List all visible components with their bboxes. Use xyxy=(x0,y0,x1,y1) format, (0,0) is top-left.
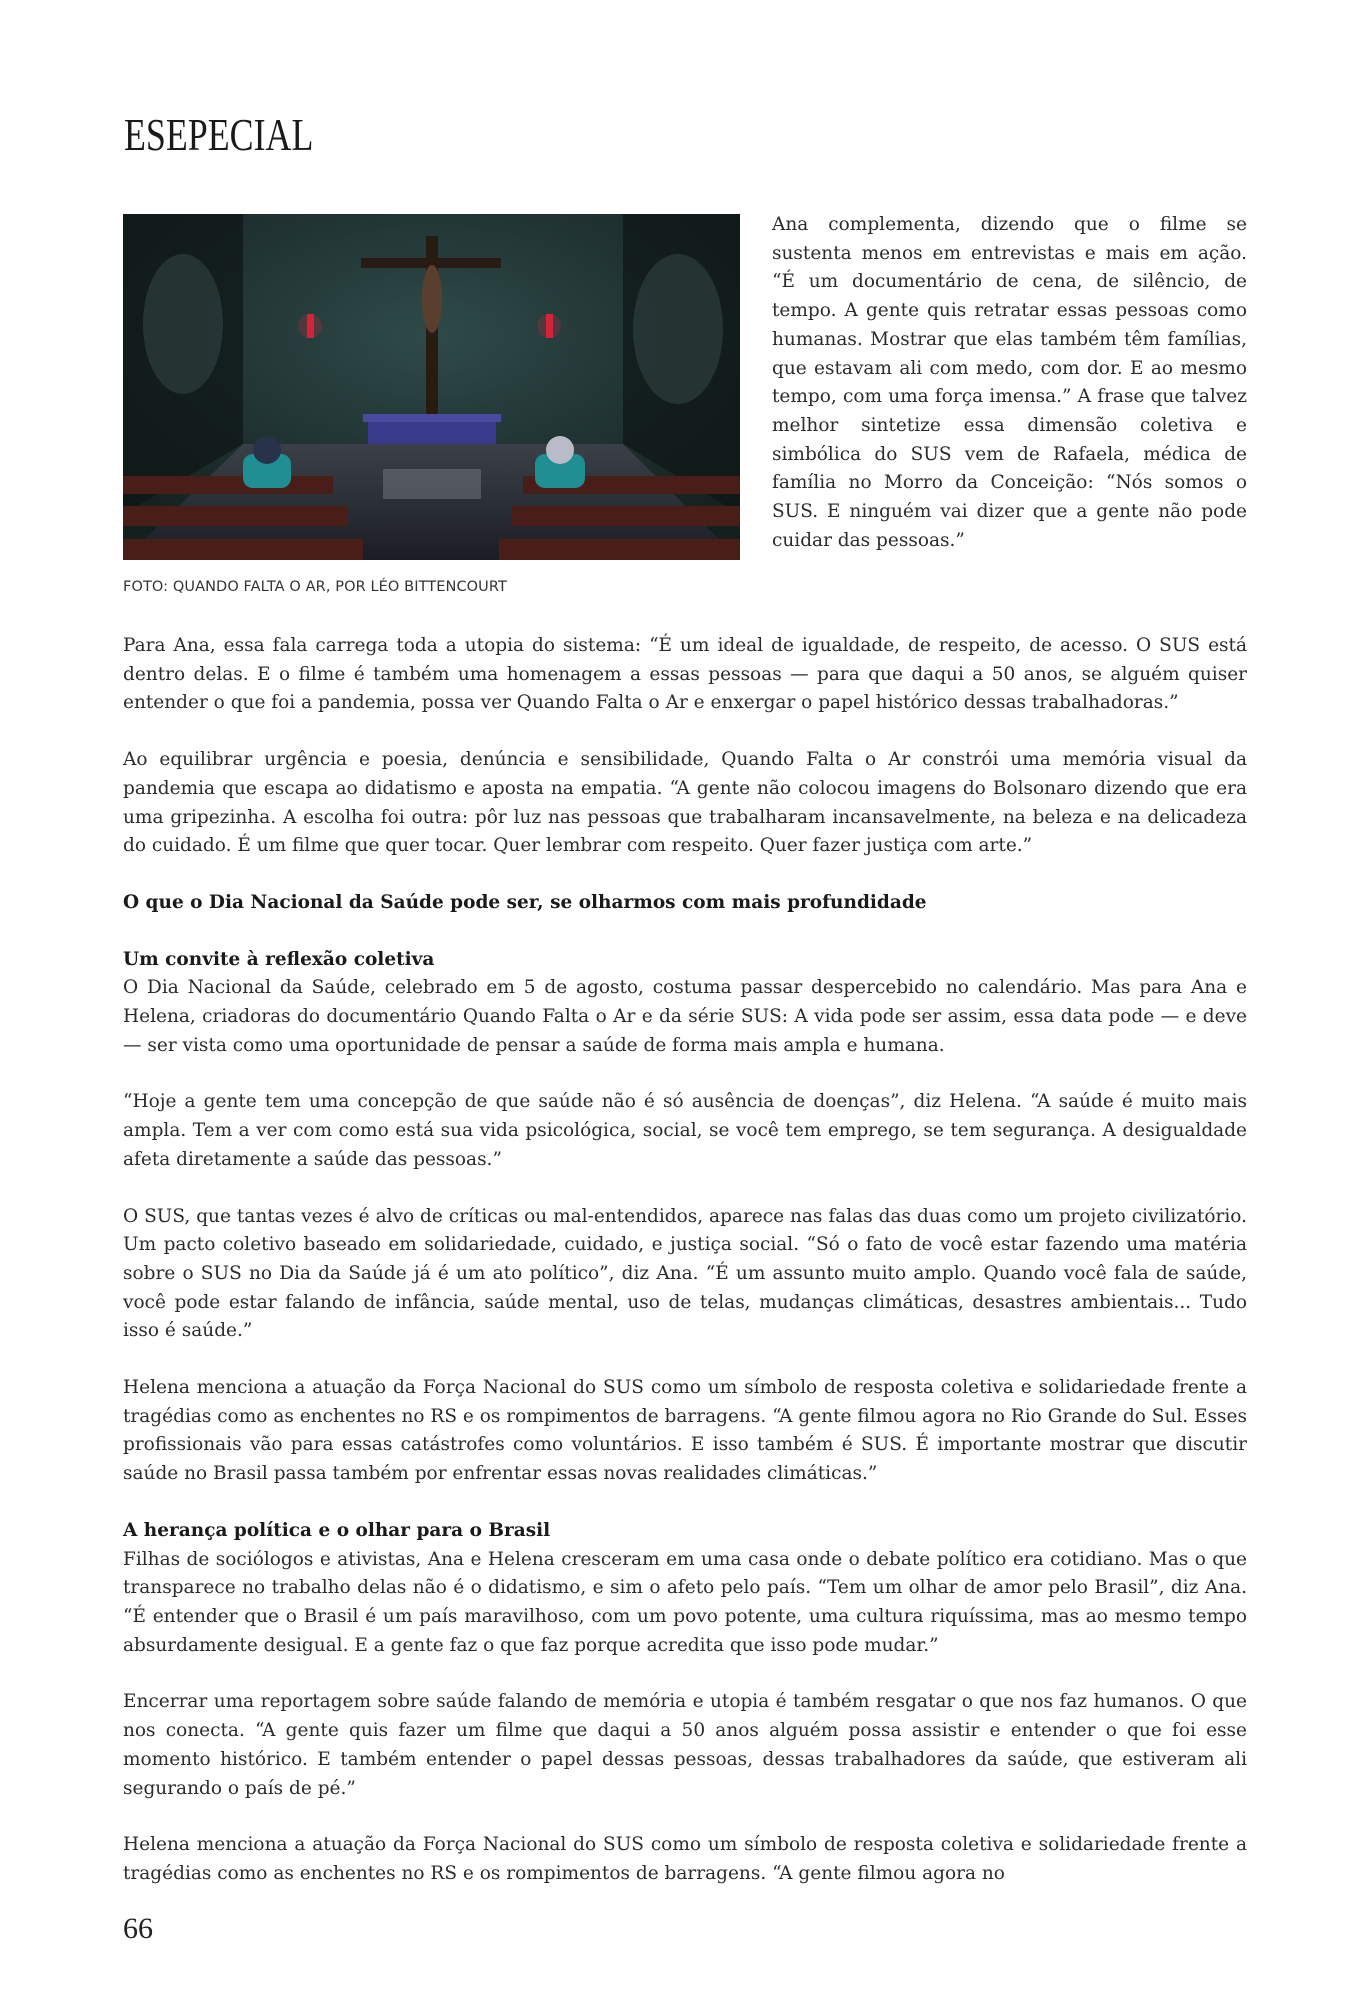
section-title: ESEPECIAL xyxy=(124,109,314,160)
paragraph-3: O Dia Nacional da Saúde, celebrado em 5 de agosto, costuma passar despercebido no calendário. Mas para Ana e Helena, criadoras do documentário Quando Falta o Ar e da série SUS: A vida pode ser assim, essa data pode — e deve — ser vista como uma oportunidade de pensar a saúde de forma mais ampla e humana. xyxy=(123,977,1247,1056)
side-column-paragraph: Ana complementa, dizendo que o filme se sustenta menos em entrevistas e mais em ação. “É um documentário de cena, de silêncio, de tempo. A gente quis retratar essas pessoas como humanas. Mostrar que elas também têm famílias, que estavam ali com medo, com dor. E ao mesmo tempo, com uma força imensa.” A frase que talvez melhor sintetize essa dimensão coletiva e simbólica do SUS vem de Rafaela, médica de família no Morro da Conceição: “Nós somos o SUS. E ninguém vai dizer que a gente não pode cuidar das pessoas.” xyxy=(772,214,1247,551)
paragraph-9: Helena menciona a atuação da Força Nacional do SUS como um símbolo de resposta coletiva e solidariedade frente a tragédias como as enchentes no RS e os rompimentos de barragens. “A gente filmou agora no xyxy=(123,1834,1247,1884)
paragraph-1: Para Ana, essa fala carrega toda a utopia do sistema: “É um ideal de igualdade, de respeito, de acesso. O SUS está dentro delas. E o filme é também uma homenagem a essas pessoas — para que daqui a 50 anos, se alguém quiser entender o que foi a pandemia, possa ver Quando Falta o Ar e enxergar o papel histórico dessas trabalhadoras.” xyxy=(123,635,1247,714)
chapel-photo xyxy=(123,214,740,560)
subheading-dia-nacional: O que o Dia Nacional da Saúde pode ser, se olharmos com mais profundidade xyxy=(123,891,927,913)
chapel-photo-illustration xyxy=(123,214,740,560)
article-body xyxy=(123,632,1247,1889)
page-number: 66 xyxy=(123,1912,153,1945)
paragraph-8: Encerrar uma reportagem sobre saúde falando de memória e utopia é também resgatar o que nos faz humanos. O que nos conecta. “A gente quis fazer um filme que daqui a 50 anos alguém possa assistir e entender o que foi esse momento histórico. E também entender o papel dessas pessoas, dessas trabalhadores da saúde, que estiveram ali segurando o país de pé.” xyxy=(123,1691,1247,1799)
paragraph-5: O SUS, que tantas vezes é alvo de críticas ou mal-entendidos, aparece nas falas das duas como um projeto civilizatório. Um pacto coletivo baseado em solidariedade, cuidado, e justiça social. “Só o fato de você estar fazendo uma matéria sobre o SUS no Dia da Saúde já é um ato político”, diz Ana. “É um assunto muito amplo. Quando você fala de saúde, você pode estar falando de infância, saúde mental, uso de telas, mudanças climáticas, desastres ambientais... Tudo isso é saúde.” xyxy=(123,1205,1247,1342)
paragraph-2: Ao equilibrar urgência e poesia, denúncia e sensibilidade, Quando Falta o Ar constrói uma memória visual da pandemia que escapa ao didatismo e aposta na empatia. “A gente não colocou imagens do Bolsonaro dizendo que era uma gripezinha. A escolha foi outra: pôr luz nas pessoas que trabalharam incansavelmente, na beleza e na delicadeza do cuidado. É um filme que quer tocar. Quer lembrar com respeito. Quer fazer justiça com arte.” xyxy=(123,749,1247,857)
paragraph-4: “Hoje a gente tem uma concepção de que saúde não é só ausência de doenças”, diz Helena. “A saúde é muito mais ampla. Tem a ver com como está sua vida psicológica, social, se você tem emprego, se tem segurança. A desigualdade afeta diretamente a saúde das pessoas.” xyxy=(123,1091,1247,1170)
paragraph-7: Filhas de sociólogos e ativistas, Ana e Helena cresceram em uma casa onde o debate político era cotidiano. Mas o que transparece no trabalho delas não é o didatismo, e sim o afeto pelo país. “Tem um olhar de amor pelo Brasil”, diz Ana. “É entender que o Brasil é um país maravilhoso, com um povo potente, uma cultura riquíssima, mas ao mesmo tempo absurdamente desigual. E a gente faz o que faz porque acredita que isso pode mudar.” xyxy=(123,1548,1247,1656)
paragraph-6: Helena menciona a atuação da Força Nacional do SUS como um símbolo de resposta coletiva e solidariedade frente a tragédias como as enchentes no RS e os rompimentos de barragens. “A gente filmou agora no Rio Grande do Sul. Esses profissionais vão para essas catástrofes como voluntários. E isso também é SUS. É importante mostrar que discutir saúde no Brasil passa também por enfrentar essas novas realidades climáticas.” xyxy=(123,1377,1247,1485)
photo-caption: FOTO: QUANDO FALTA O AR, POR LÉO BITTENCOURT xyxy=(123,579,507,595)
subheading-heranca: A herança política e o olhar para o Brasil xyxy=(123,1519,551,1541)
subheading-convite: Um convite à reflexão coletiva xyxy=(123,948,435,970)
